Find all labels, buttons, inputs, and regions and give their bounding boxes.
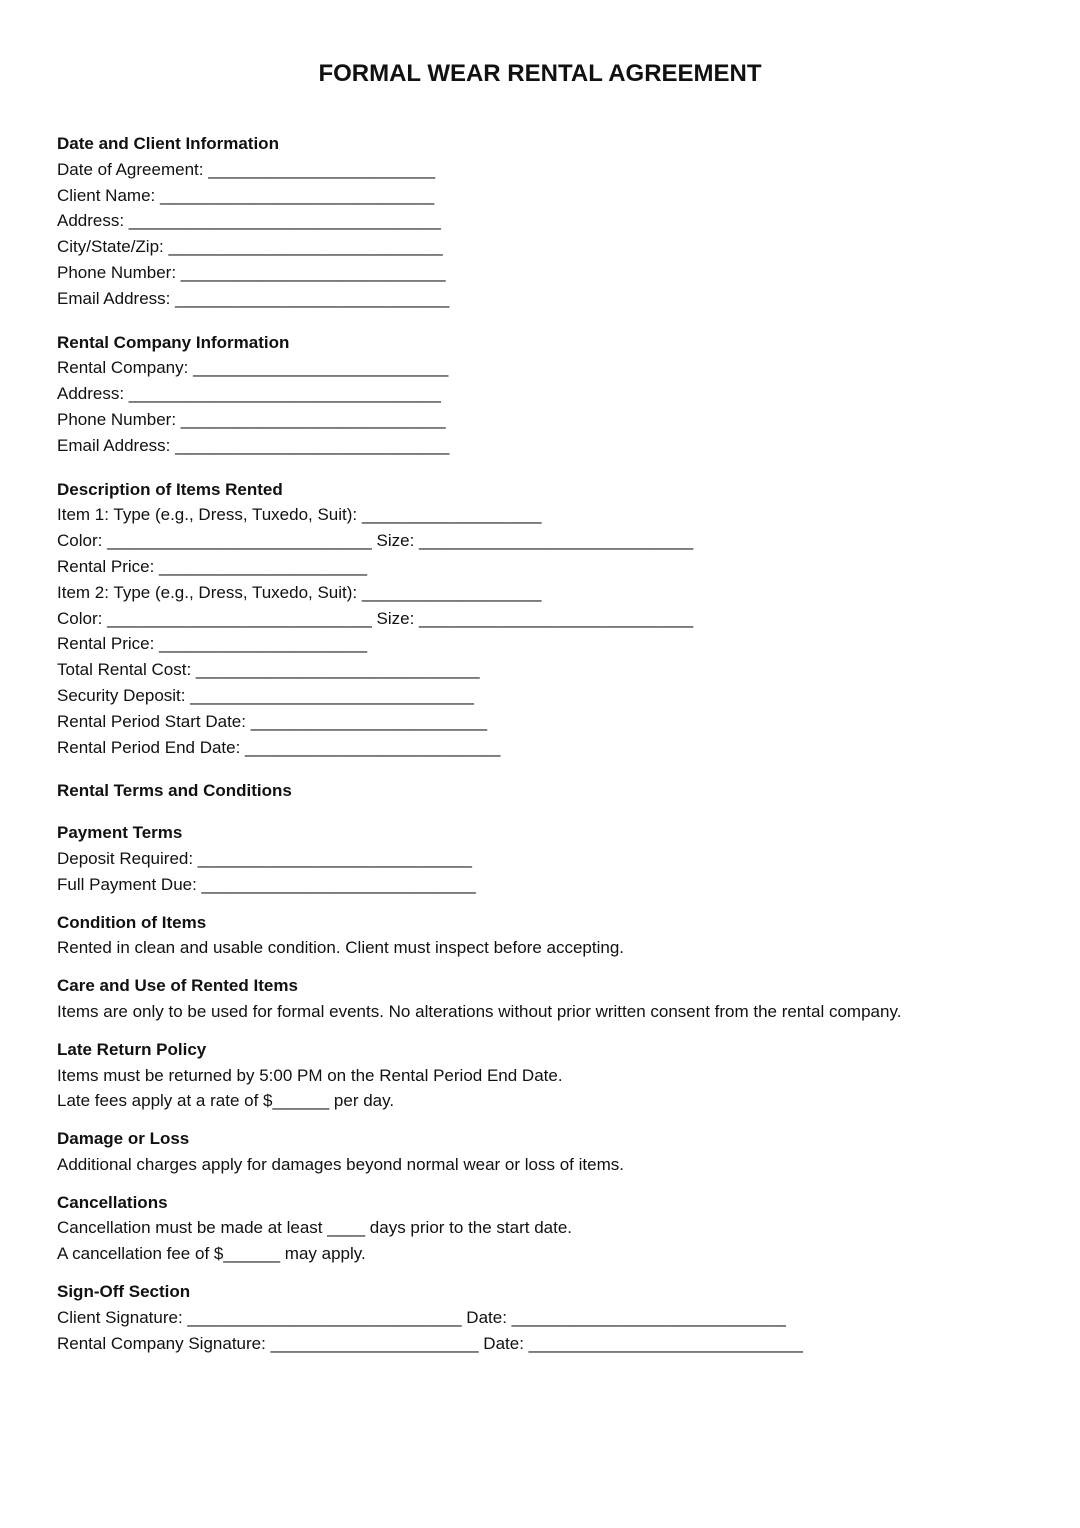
paragraph: Items are only to be used for formal events. No alterations without prior written consent from the rental company. <box>57 1001 902 1021</box>
subsection-heading: Cancellations <box>57 1192 168 1212</box>
security-deposit-field[interactable]: Security Deposit: ______________________________ <box>57 685 474 705</box>
client-address-field[interactable]: Address: _________________________________ <box>57 211 441 231</box>
client-signature-field[interactable]: Client Signature: _____________________________ Date: _____________________________ <box>57 1307 786 1327</box>
document-title: FORMAL WEAR RENTAL AGREEMENT <box>318 60 762 87</box>
late-return-policy <box>57 1037 1037 1114</box>
cancellations <box>57 1190 1037 1267</box>
company-section <box>57 330 1037 459</box>
full-payment-due-field[interactable]: Full Payment Due: _____________________________ <box>57 874 476 894</box>
item1-color-size-field[interactable]: Color: ____________________________ Size: _____________________________ <box>57 531 694 551</box>
payment-terms <box>57 820 1037 897</box>
client-phone-field[interactable]: Phone Number: ____________________________ <box>57 262 446 282</box>
date-of-agreement-field[interactable]: Date of Agreement: ________________________ <box>57 159 436 179</box>
section-heading: Date and Client Information <box>57 134 279 153</box>
cancellation-days-field[interactable]: Cancellation must be made at least ____ days prior to the start date. <box>57 1218 573 1238</box>
client-section <box>57 131 1037 312</box>
subsection-heading: Payment Terms <box>57 823 183 843</box>
deposit-required-field[interactable]: Deposit Required: _____________________________ <box>57 848 472 868</box>
paragraph: Rented in clean and usable condition. Client must inspect before accepting. <box>57 938 625 958</box>
rental-end-date-field[interactable]: Rental Period End Date: ___________________________ <box>57 737 501 757</box>
rental-company-field[interactable]: Rental Company: ___________________________ <box>57 358 449 378</box>
item2-color-size-field[interactable]: Color: ____________________________ Size: _____________________________ <box>57 608 694 628</box>
section-heading: Rental Company Information <box>57 332 290 352</box>
rental-start-date-field[interactable]: Rental Period Start Date: _________________________ <box>57 711 488 731</box>
item2-price-field[interactable]: Rental Price: ______________________ <box>57 634 368 654</box>
company-address-field[interactable]: Address: _________________________________ <box>57 384 441 404</box>
client-name-field[interactable]: Client Name: _____________________________ <box>57 185 435 205</box>
subsection-heading: Late Return Policy <box>57 1039 207 1059</box>
care-and-use <box>57 973 1037 1025</box>
paragraph: Items must be returned by 5:00 PM on the Rental Period End Date. <box>57 1065 563 1085</box>
subsection-heading: Care and Use of Rented Items <box>57 976 298 996</box>
client-city-state-zip-field[interactable]: City/State/Zip: _____________________________ <box>57 237 443 257</box>
company-phone-field[interactable]: Phone Number: ____________________________ <box>57 409 446 429</box>
subsection-heading: Sign-Off Section <box>57 1282 191 1302</box>
company-email-field[interactable]: Email Address: _____________________________ <box>57 435 450 455</box>
condition-of-items <box>57 910 1037 962</box>
item2-type-field[interactable]: Item 2: Type (e.g., Dress, Tuxedo, Suit): ___________________ <box>57 582 542 602</box>
item1-price-field[interactable]: Rental Price: ______________________ <box>57 556 368 576</box>
late-fee-field[interactable]: Late fees apply at a rate of $______ per day. <box>57 1091 395 1111</box>
items-section <box>57 477 1037 761</box>
company-signature-field[interactable]: Rental Company Signature: ______________________ Date: _____________________________ <box>57 1333 803 1353</box>
section-heading: Description of Items Rented <box>57 479 283 499</box>
cancellation-fee-field[interactable]: A cancellation fee of $______ may apply. <box>57 1244 366 1264</box>
total-rental-cost-field[interactable]: Total Rental Cost: ______________________________ <box>57 660 480 680</box>
paragraph: Additional charges apply for damages beyond normal wear or loss of items. <box>57 1154 624 1174</box>
item1-type-field[interactable]: Item 1: Type (e.g., Dress, Tuxedo, Suit): ___________________ <box>57 505 542 525</box>
agreement-body <box>57 131 1037 1356</box>
client-email-field[interactable]: Email Address: _____________________________ <box>57 288 450 308</box>
subsection-heading: Condition of Items <box>57 912 207 932</box>
damage-or-loss <box>57 1126 1037 1178</box>
subsection-heading: Damage or Loss <box>57 1129 190 1149</box>
signoff-section <box>57 1279 1037 1356</box>
terms-heading: Rental Terms and Conditions <box>57 781 292 801</box>
